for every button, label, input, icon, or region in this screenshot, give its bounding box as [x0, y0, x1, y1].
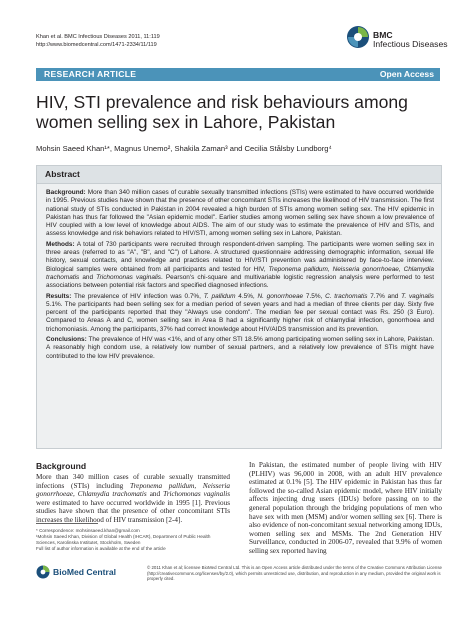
logo-line-1: BMC	[373, 30, 393, 40]
body-species: Treponema pallidum, Neisseria gonorrhoeae, Chlamydia trachomatis	[36, 481, 231, 499]
results-text: 7.7% and	[367, 292, 402, 300]
left-column	[36, 461, 230, 525]
background-label: Background:	[46, 189, 86, 196]
methods-label: Methods:	[46, 240, 75, 248]
body-text: More than 340 million cases of curable sexually transmitted infections (STIs) including	[36, 473, 230, 490]
biomed-central-icon	[36, 565, 50, 579]
methods-text: A total of 730 participants were recruited through respondent-driven sampling. The participants were women selling sex in three areas (referred to as "A", "B", and "C") of Lahore. A structured questionnaire addressing demographic information, sexual life history, sexual contacts, and knowledge and practices related to HIV/STI prevention was administered by face-to-face interview. Biological samples were obtained from all participants and tested for HIV,	[46, 240, 434, 273]
abstract-methods	[46, 241, 434, 291]
abstract-results	[46, 293, 434, 334]
bmc-logo-icon	[346, 25, 370, 49]
affiliation-note: ¹Mohsin Saeed Khan, Division of Global Health (IHCAR), Department of Public Health Sciences, Karolinska Institutet, Stockholm, Sweden	[36, 534, 211, 545]
results-label: Results:	[46, 292, 72, 300]
bmc-infectious-diseases-logo	[346, 25, 448, 55]
results-species: N. gonorrhoeae	[257, 292, 304, 300]
background-heading: Background	[36, 461, 87, 471]
journal-line-2: http://www.biomedcentral.com/1471-2334/11/119	[36, 42, 157, 48]
copyright-notice: © 2011 Khan et al; licensee BioMed Central Ltd. This is an Open Access article distributed under the terms of the Creative Commons Attribution License (http://creativecommons.org/licenses/by/2.0), which permits unrestricted use, distribution, and reproduction in any medium, provided the original work is properly cited.	[147, 565, 442, 582]
footnotes	[36, 528, 231, 552]
methods-text: . Pearson's chi-square and multivariable logistic regression analysis were performed to test associations between potential risk factors and specified diagnosed infections.	[46, 273, 434, 290]
abstract-heading: Abstract	[45, 169, 80, 179]
journal-citation	[36, 33, 160, 49]
results-text: 4.5%,	[235, 292, 258, 300]
results-species: T. vaginalis	[401, 292, 435, 300]
right-column	[249, 461, 442, 556]
methods-text: and	[79, 273, 97, 281]
results-text: 7.5%,	[303, 292, 326, 300]
abstract-conclusions	[46, 336, 434, 361]
journal-line-1: Khan et al. BMC Infectious Diseases 2011, 11:119	[36, 34, 160, 40]
research-article-label: RESEARCH ARTICLE	[44, 69, 137, 79]
body-species: Trichomonas vaginalis	[163, 490, 230, 499]
background-text: More than 340 million cases of curable sexually transmitted infections (STIs) were estimated to have occurred worldwide in 1995. Previous studies have shown that the presence of other concomitant STIs increases the likelihood of HIV transmission. The first national study of STIs conducted in Pakistan in 2004 revealed a high burden of STIs among women selling sex. The HIV epidemic in Pakistan has thus far followed the "Asian epidemic model". Earlier studies among women selling sex have shown a low prevalence of HIV coupled with a low level of knowledge about AIDS. The aim of our study was to estimate the prevalence of HIV and STIs, and assess knowledge and risk behaviors related to HIV/STI, among women selling sex in Lahore, Pakistan.	[46, 189, 434, 238]
methods-species: Treponema pallidum, Neisseria gonorrhoeae, Chlamydia trachomatis	[46, 265, 434, 281]
publisher-name: BioMed Central	[53, 567, 117, 577]
abstract-body	[46, 189, 434, 363]
author-info-note: Full list of author information is available at the end of the article	[36, 546, 166, 551]
article-title: HIV, STI prevalence and risk behaviours among women selling sex in Lahore, Pakistan	[36, 92, 408, 132]
results-species: C. trachomatis	[325, 292, 368, 300]
body-text: were estimated to have occurred worldwide in 1995 [1]. Previous studies have shown that the presence of other concomitant STIs increases the likelihood of HIV transmission [2-4].	[36, 498, 230, 524]
open-access-label: Open Access	[379, 69, 434, 79]
abstract-header	[37, 166, 441, 184]
biomed-central-logo	[36, 565, 136, 581]
article-type-banner	[36, 68, 440, 81]
author-list: Mohsin Saeed Khan¹*, Magnus Unemo², Shakila Zaman³ and Cecilia Stålsby Lundborg⁴	[36, 144, 332, 153]
results-species: T. pallidum	[203, 292, 236, 300]
results-text: 5.1%. The participants had been selling sex for a median period of seven years and had a median of three clients per day. Sixty five percent of the participants reported that they "Always use condom". The median fee per sexual contact was Rs. 250 (3 Euro). Compared to Areas A and C, women selling sex in Area B had a significantly higher risk of chlamydial infection, gonorrhoea and trichomoniasis. Among the participants, 37% had correct knowledge about HIV/AIDS transmission and its prevention.	[46, 300, 434, 333]
right-paragraph: In Pakistan, the estimated number of people living with HIV (PLHIV) was 96,000 in 2008, with an adult HIV prevalence estimated at 0.1% [5]. The HIV epidemic in Pakistan has thus far followed the so-called Asian epidemic model, where HIV initially affects injecting drug users (IDUs) before passing on to the general population through the bridging populations of men who have sex with men (MSM) and/or women selling sex [6]. There is also evidence of non-concomitant sexual networking among IDUs, women selling sex and MSMs. The 2nd Generation HIV Surveillance, conducted in 2006-07, revealed that 9.9% of women selling sex reported having	[249, 461, 442, 555]
correspondence-note: * Correspondence: mohsinsaeed.khan@gmail.com	[36, 528, 140, 533]
background-paragraph	[36, 473, 230, 525]
logo-line-2: Infectious Diseases	[373, 39, 448, 49]
results-text: The prevalence of HIV infection was 0.7%,	[71, 292, 204, 300]
body-text: and	[146, 490, 164, 499]
conclusions-text: The prevalence of HIV was <1%, and of any other STI 18.5% among participating women selling sex in Lahore, Pakistan. A reasonably high condom use, a relatively low number of sexual partners, and a relatively low prevalence of STIs might have contributed to the low HIV prevalence.	[46, 336, 434, 360]
abstract-background	[46, 189, 434, 239]
conclusions-label: Conclusions:	[46, 336, 87, 344]
logo-text	[373, 31, 448, 49]
methods-species: Trichomonas vaginalis	[96, 273, 162, 281]
abstract-box	[36, 165, 442, 449]
footnote-divider	[36, 523, 98, 524]
